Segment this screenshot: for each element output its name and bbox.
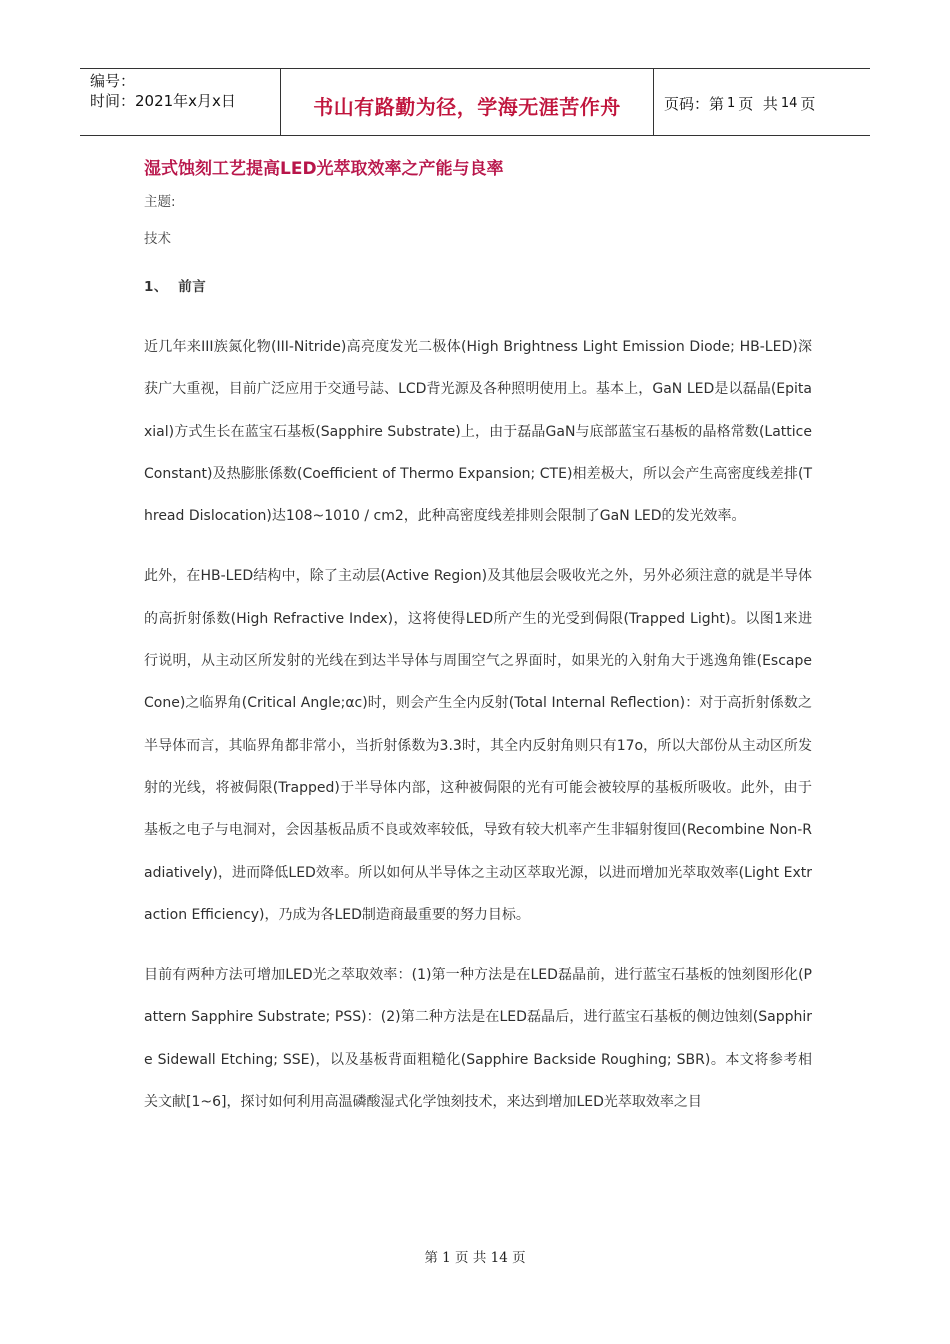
- header-motto-cell: [281, 69, 654, 135]
- paragraph-1: 近几年来III族氮化物(III-Nitride)高亮度发光二极体(High Brightness Light Emission Diode; HB-LED)深获广大重视，目前广泛应用于交通号誌、LCD背光源及各种照明使用上。基本上，GaN LED是以磊晶(Epitaxial)方式生长在蓝宝石基板(Sapphire Substrate)上，由于磊晶GaN与底部蓝宝石基板的晶格常数(Lattice Constant)及热膨胀係数(Coefficient of Thermo Expansion; CTE)相差极大，所以会产生高密度线差排(Thread Dislocation)达108~1010 / cm2，此种高密度线差排则会限制了GaN LED的发光效率。: [144, 339, 812, 525]
- paragraph-3: 目前有两种方法可增加LED光之萃取效率：(1)第一种方法是在LED磊晶前，进行蓝宝石基板的蚀刻图形化(Pattern Sapphire Substrate; PSS)：(2)第二种方法是在LED磊晶后，进行蓝宝石基板的侧边蚀刻(Sapphire Sidewall Etching; SSE)，以及基板背面粗糙化(Sapphire Backside Roughing; SBR)。本文将参考相关文献[1~6]，探讨如何利用高温磷酸湿式化学蚀刻技术，来达到增加LED光萃取效率之目: [144, 967, 812, 1111]
- page-total: 14: [780, 95, 798, 111]
- date-label: 时间：2021年x月x日: [90, 92, 236, 110]
- header-page-cell: [654, 69, 870, 135]
- paragraph-2: 此外，在HB-LED结构中，除了主动层(Active Region)及其他层会吸收光之外，另外必须注意的就是半导体的高折射係数(High Refractive Index)，这将使得LED所产生的光受到侷限(Trapped Light)。以图1来进行说明，从主动区所发射的光线在到达半导体与周围空气之界面时，如果光的入射角大于逃逸角锥(Escape Cone)之临界角(Critical Angle;αc)时，则会产生全内反射(Total Internal Reflection)：对于高折射係数之半导体而言，其临界角都非常小，当折射係数为3.3时，其全内反射角则只有17o，所以大部份从主动区所发射的光线，将被侷限(Trapped)于半导体内部，这种被侷限的光有可能会被较厚的基板所吸收。此外，由于基板之电子与电洞对，会因基板品质不良或效率较低，导致有较大机率产生非辐射復回(Recombine Non-Radiatively)，进而降低LED效率。所以如何从半导体之主动区萃取光源，以进而增加光萃取效率(Light Extraction Efficiency)，乃成为各LED制造商最重要的努力目标。: [144, 568, 812, 923]
- serial-label: 编号：: [90, 72, 136, 90]
- header-info-cell: [80, 69, 281, 135]
- topic-label: 主题:: [144, 194, 176, 210]
- document-body: [144, 152, 812, 1123]
- page-footer: 第 1 页 共 14 页: [424, 1250, 526, 1266]
- page-prefix: 页码：第: [664, 94, 725, 113]
- motto-text: 书山有路勤为径，学海无涯苦作舟: [313, 94, 621, 119]
- page-suffix: 页: [800, 94, 816, 113]
- section-heading: 1、 前言: [144, 279, 207, 295]
- document-title: 湿式蚀刻工艺提高LED光萃取效率之产能与良率: [144, 159, 504, 179]
- page-header: [80, 68, 870, 136]
- page-current: 1: [727, 95, 736, 111]
- page-mid: 页 共: [738, 94, 778, 113]
- topic-value: 技术: [144, 231, 171, 247]
